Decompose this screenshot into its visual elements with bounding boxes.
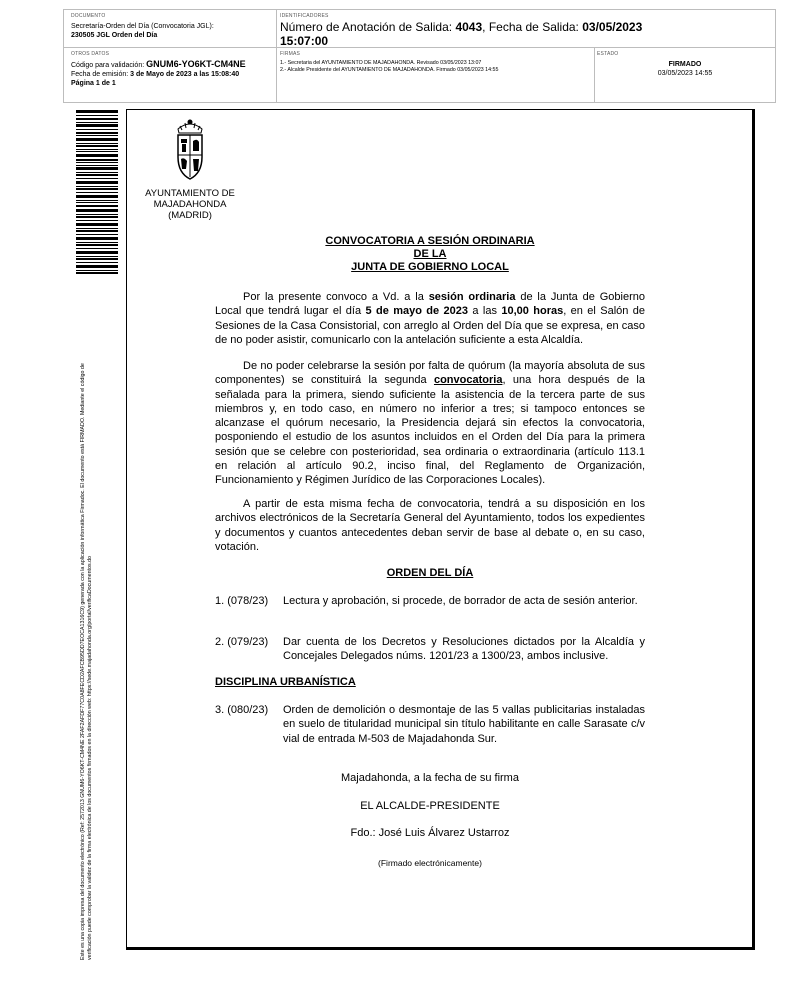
para1-c: de la Junta de Gobierno Local que tendrá lugar el día [215,291,645,318]
agenda-item [215,635,645,664]
agenda-item [215,703,645,746]
fecha-line [71,70,271,79]
ayuntamiento-line3: (MADRID) [168,210,212,221]
agenda-item-number: 1. (078/23) [215,595,269,607]
pagina: Página 1 de 1 [71,80,116,87]
para1-date: 5 de mayo de 2023 [365,305,469,318]
paragraph-convocatoria [215,290,645,347]
identificadores-text-b: , Fecha de Salida: [482,20,583,34]
agenda-item-text: Orden de demolición o desmontaje de las 5 vallas publicitarias instaladas en suelo de titularidad municipal sin título habilitante en calle Sarasate c/v vial de entrada M-503 de Majadahonda Sur. [283,704,645,745]
paragraph-archivos: A partir de esta misma fecha de convocatoria, tendrá a su disposición en los archivos electrónicos de la Secretaría General del Ayuntamiento, todos los expedientes y documentos y cuantos antecedentes deban servir de base al debate o, en su caso, votación. [215,498,645,553]
para2-convocatoria: convocatoria [433,374,503,387]
identificadores-text-a: Número de Anotación de Salida: [280,20,456,34]
agenda-item-number: 2. (079/23) [215,636,269,648]
para1-g: , en el Salón de Sesiones de la Casa Consistorial, con arreglo al Orden del Día que se expresa, en caso de no poder asistir, comunicarlo con la antelación suficiente a esta Alcaldía. [215,305,645,346]
identificadores-text [280,20,770,48]
para1-time: 10,00 horas [501,305,564,318]
disciplina-urbanistica-title: DISCIPLINA URBANÍSTICA [215,676,356,688]
codigo-value: GNUM6-YO6KT-CM4NE [146,59,246,69]
documento-line1: Secretaría-Orden del Día (Convocatoria JGL): [71,23,214,30]
estado-value: FIRMADO [668,61,702,68]
agenda-item-text: Lectura y aprobación, si procede, de borrador de acta de sesión anterior. [283,595,638,607]
anotacion-number: 4043 [455,20,483,34]
estado-cell [597,51,773,78]
para1-a: Por la presente convoco a Vd. a la [243,291,429,303]
documento-cell [71,13,271,40]
salida-date: 03/05/2023 [582,20,643,34]
estado-date: 03/05/2023 14:55 [657,70,713,77]
para1-sesion-ordinaria: sesión ordinaria [428,291,516,303]
para2-c: , una hora después de la señalada para la primera, siendo suficiente la asistencia de la tercera parte de sus miembros y, en todo caso, en número no inferior a tres; si tampoco entonces se alcanzase el quórum necesario, la Presidencia dejará sin efectos la convocatoria, posponiendo el estudio de los asuntos incluidos en el Orden del Día para la primera sesión que se celebre con posterioridad, sea ordinaria o extraordinaria (artículo 113.1 en relación al artículo 90.2, inciso final, del Reglamento de Organización, Funcionamiento y Régimen Jurídico de las Corporaciones Locales). [215,374,645,487]
agenda-item-text: Dar cuenta de los Decretos y Resoluciones dictados por la Alcaldía y Concejales Delegados núms. 1201/23 a 1300/23, ambos inclusive. [283,636,645,663]
coat-of-arms-icon [170,117,210,183]
closing-role: EL ALCALDE-PRESIDENTE [360,800,500,812]
title-line2: DE LA [413,248,447,260]
side-legal-line2: verificación puede comprobar la validez de la firma electrónica de los documentos firmados en la dirección web: https://sede.majadahonda.org/portal/verificaDocumentos.do [87,556,93,960]
codigo-line [71,60,271,70]
title-line3: JUNTA DE GOBIERNO LOCAL [351,261,509,273]
otros-datos-cell [71,51,271,88]
identificadores-label: IDENTIFICADORES [280,13,329,19]
document-title [215,235,645,274]
salida-time: 15:07:00 [280,34,329,48]
fecha-label: Fecha de emisión: [71,71,131,78]
agenda-item-number: 3. (080/23) [215,704,269,716]
barcode [76,110,118,274]
fecha-value: 3 de Mayo de 2023 a las 15:08:40 [130,71,240,78]
side-legal-line1: Este es una copia impresa del documento electrónico (Ref: 2572013 GNUM6-YO6KT-CM4NE 2FAF2AFDF77C0A8FECD2AFCB95DD7EOCA1316C9) generada con la aplicación informática Firmadoc. El documento está FIRMADO. Mediante el código de [80,363,86,960]
estado-label: ESTADO [597,51,619,57]
ayuntamiento-line2: MAJADAHONDA [153,199,227,210]
closing-note: (Firmado electrónicamente) [378,858,482,868]
documento-label: DOCUMENTO [71,13,106,19]
title-line1: CONVOCATORIA A SESIÓN ORDINARIA [325,235,535,247]
otros-label: OTROS DATOS [71,51,110,57]
firmas-label: FIRMAS [280,51,301,57]
codigo-label: Código para validación: [71,62,147,69]
documento-line2: 230505 JGL Orden del Día [71,32,158,39]
paragraph-quorum [215,359,645,488]
firmas-cell [280,51,590,74]
orden-del-dia-title: ORDEN DEL DÍA [386,567,474,579]
closing-signer: Fdo.: José Luis Álvarez Ustarroz [350,827,510,839]
firma-2: 2.- Alcalde Presidente del AYUNTAMIENTO DE MAJADAHONDA. Firmado 03/05/2023 14:55 [280,67,499,73]
ayuntamiento-line1: AYUNTAMIENTO DE [145,188,235,199]
closing-place-date: Majadahonda, a la fecha de su firma [341,772,519,784]
side-legal-text [80,290,94,960]
para2-a: De no poder celebrarse la sesión por falta de quórum (la mayoría absoluta de sus componentes) se constituirá la segunda [215,360,645,387]
firma-1: 1.- Secretaria del AYUNTAMIENTO DE MAJADAHONDA. Revisado 03/05/2023 13:07 [280,60,482,66]
document-header [63,9,776,103]
para1-e: a las [468,305,502,318]
identificadores-cell [280,13,770,48]
agenda-item [215,594,645,608]
ayuntamiento-name [140,188,240,221]
